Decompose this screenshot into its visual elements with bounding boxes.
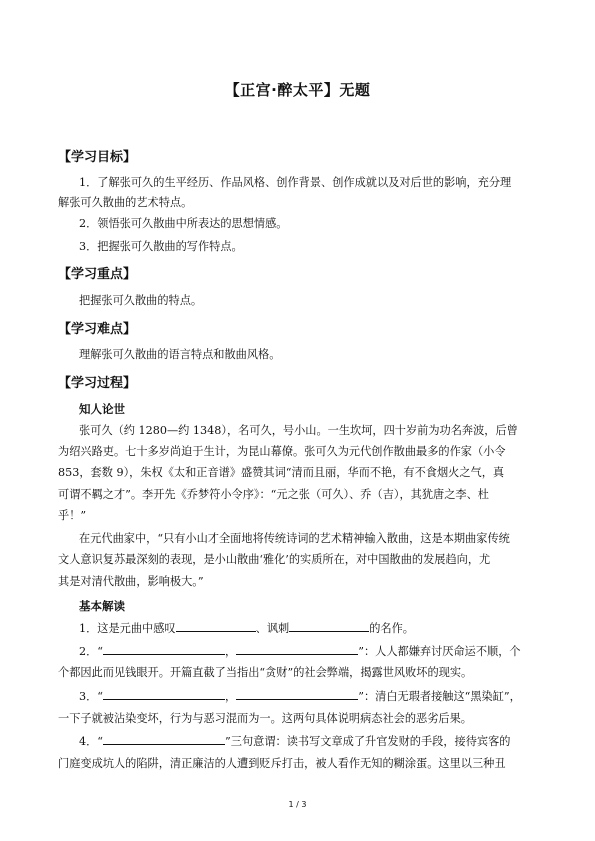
q2-prefix: 2．“ xyxy=(79,645,104,658)
goal-item-3: 3．把握张可久散曲的写作特点。 xyxy=(79,240,243,253)
quote-line-3: 其是对清代散曲，影响极大。” xyxy=(58,575,204,588)
q1-prefix: 1．这是元曲中感叹 xyxy=(79,622,176,635)
q4-suffix: ”三句意谓：读书写文章成了升官发财的手段，接待宾客的 xyxy=(225,735,511,748)
question-1 xyxy=(79,620,542,637)
q4-blank-1[interactable] xyxy=(103,733,225,745)
goals-heading: 【学习目标】 xyxy=(58,150,137,165)
q4-prefix: 4．“ xyxy=(79,735,104,748)
author-line-2: 为绍兴路吏。七十多岁尚迫于生计，为昆山幕僚。张可久为元代创作散曲最多的作家（小令 xyxy=(58,445,506,458)
q2-blank-2[interactable] xyxy=(236,643,358,655)
focus-heading: 【学习重点】 xyxy=(58,267,137,282)
q1-middle: 、讽刺 xyxy=(255,622,290,635)
goal-item-1-cont: 解张可久散曲的艺术特点。 xyxy=(58,196,193,209)
q3-blank-1[interactable] xyxy=(103,688,225,700)
goal-item-2: 2．领悟张可久散曲中所表达的思想情感。 xyxy=(79,217,288,230)
author-subheading: 知人论世 xyxy=(79,402,125,416)
question-2 xyxy=(79,643,542,660)
page-number: 1 / 3 xyxy=(288,800,307,809)
q1-suffix: 的名作。 xyxy=(369,622,414,635)
q2-middle: ， xyxy=(225,645,237,658)
reading-subheading: 基本解读 xyxy=(79,599,125,613)
process-heading: 【学习过程】 xyxy=(58,376,137,391)
difficulty-heading: 【学习难点】 xyxy=(58,322,137,337)
page-title: 【正宫·醉太平】无题 xyxy=(224,81,371,99)
q1-blank-1[interactable] xyxy=(176,620,256,632)
goal-item-1: 1．了解张可久的生平经历、作品风格、创作背景、创作成就以及对后世的影响，充分理 xyxy=(79,176,512,189)
difficulty-text: 理解张可久散曲的语言特点和散曲风格。 xyxy=(79,348,281,361)
q3-blank-2[interactable] xyxy=(236,688,358,700)
question-3-cont: 一下子就被沾染变坏，行为与恶习混而为一。这两句具体说明病态社会的恶劣后果。 xyxy=(58,712,472,725)
author-line-1: 张可久（约 1280—约 1348），名可久，号小山。一生坎坷，四十岁前为功名奔波，后曾 xyxy=(79,424,518,437)
question-3 xyxy=(79,688,542,705)
author-line-3: 853，套数 9），朱权《太和正音谱》盛赞其词“清而且丽，华而不艳，有不食烟火之气，真 xyxy=(58,466,505,479)
quote-line-1: 在元代曲家中，“只有小山才全面地将传统诗词的艺术精神输入散曲，这是本期曲家传统 xyxy=(79,532,510,545)
q1-blank-2[interactable] xyxy=(289,620,369,632)
q3-suffix: ”：清白无瑕者接触这“黑染缸”， xyxy=(358,690,521,703)
quote-line-2: 文人意识复苏最深刻的表现，是小山散曲‘雅化’的实质所在，对中国散曲的发展趋向，尤 xyxy=(58,553,491,566)
q2-blank-1[interactable] xyxy=(103,643,225,655)
author-line-5: 乎！” xyxy=(58,509,87,522)
q2-suffix: ”：人人都嫌弃讨厌命运不顺，个 xyxy=(358,645,521,658)
question-4-cont: 门庭变成坑人的陷阱，清正廉洁的人遭到贬斥打击，被人看作无知的糊涂蛋。这里以三种丑 xyxy=(58,757,506,770)
author-line-4: 可谓不羁之才”。李开先《乔梦符小令序》：“元之张（可久）、乔（吉），其犹唐之李、杜 xyxy=(58,488,489,501)
focus-text: 把握张可久散曲的特点。 xyxy=(79,294,203,307)
question-2-cont: 个都因此而见钱眼开。开篇直截了当指出“贪财”的社会弊端，揭露世风败坏的现实。 xyxy=(58,666,473,679)
question-4 xyxy=(79,733,542,750)
q3-prefix: 3．“ xyxy=(79,690,104,703)
q3-middle: ， xyxy=(225,690,237,703)
